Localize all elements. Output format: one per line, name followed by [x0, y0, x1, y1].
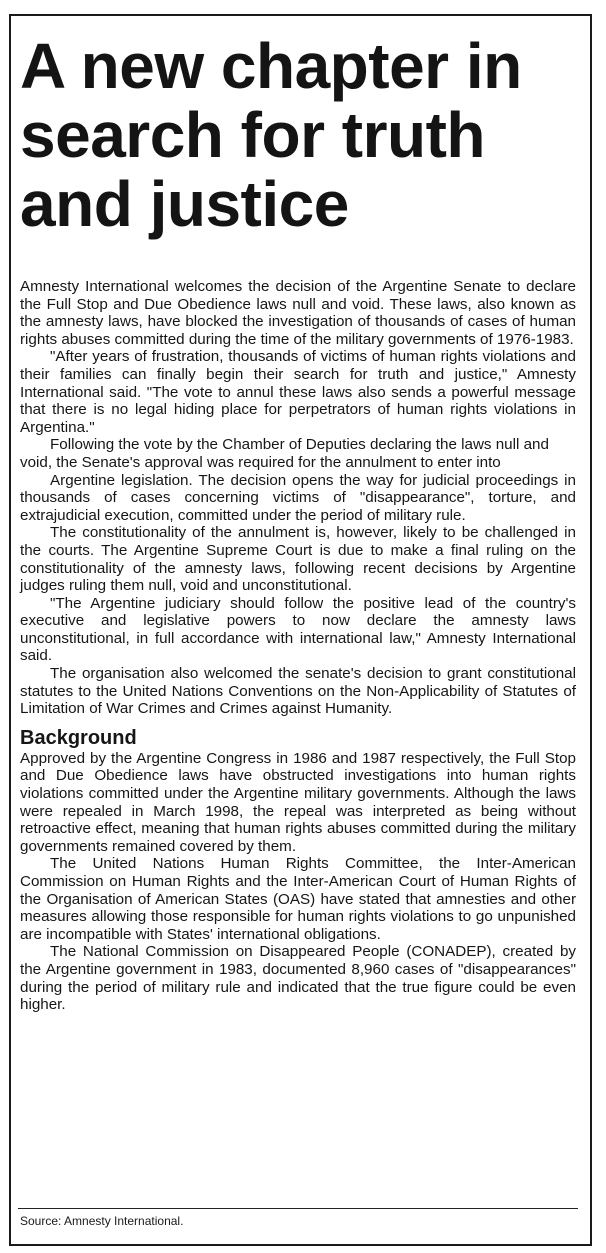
paragraph: The constitutionality of the annulment is, however, likely to be challenged in the courts. The Argentine Supreme Court is due to make a final ruling on the constitutionality of the amnesty laws, following recent decisions by Argentine judges ruling them null, void and unconstitutional.	[20, 524, 576, 595]
background-heading: Background	[20, 726, 137, 749]
paragraph: Amnesty International welcomes the decision of the Argentine Senate to declare the Full Stop and Due Obedience laws null and void. These laws, also known as the amnesty laws, have blocked the investigation of thousands of cases of human rights abuses committed during the time of the military governments of 1976-1983.	[20, 278, 576, 348]
paragraph: The National Commission on Disappeared People (CONADEP), created by the Argentine government in 1983, documented 8,960 cases of "disappearances" during the period of military rule and indicated that the true figure could be even higher.	[20, 943, 576, 1014]
paragraph: The United Nations Human Rights Committee, the Inter-American Commission on Human Rights and the Inter-American Court of Human Rights of the Organisation of American States (OAS) have stated that amnesties and other measures allowing those responsible for human rights violations to go unpunished are incompatible with States' international obligations.	[20, 855, 576, 943]
paragraph: Following the vote by the Chamber of Deputies declaring the laws null and void, the Senate's approval was required for the annulment to enter into	[20, 436, 549, 471]
source-credit: Source: Amnesty International.	[20, 1214, 184, 1228]
paragraph: "The Argentine judiciary should follow the positive lead of the country's executive and legislative powers to now declare the amnesty laws unconstitutional, in full accordance with international law," Amnesty International said.	[20, 594, 576, 665]
paragraph: Approved by the Argentine Congress in 1986 and 1987 respectively, the Full Stop and Due Obedience laws have obstructed investigations into human rights violations committed under the Argentine military governments. Although the laws were repealed in March 1998, the repeal was interpreted as being without retroactive effect, meaning that human rights abuses committed during the military governments remained covered by them.	[20, 749, 576, 855]
paragraph: "After years of frustration, thousands of victims of human rights violations and their families can finally begin their search for truth and justice," Amnesty International said. "The vote to annul these laws also sends a powerful message that there is no legal hiding place for perpetrators of human rights violations in Argentina."	[20, 348, 576, 436]
divider	[18, 1208, 578, 1209]
paragraph: The organisation also welcomed the senate's decision to grant constitutional statutes to the United Nations Conventions on the Non-Applicability of Statutes of Limitation of War Crimes and Crimes against Humanity.	[20, 665, 576, 718]
article-body	[20, 278, 576, 1014]
paragraph: Argentine legislation. The decision opens the way for judicial proceedings in thousands of cases concerning victims of "disappearance", torture, and extrajudicial execution, committed under the period of military rule.	[20, 471, 576, 524]
headline: A new chapter in search for truth and justice	[20, 30, 522, 240]
